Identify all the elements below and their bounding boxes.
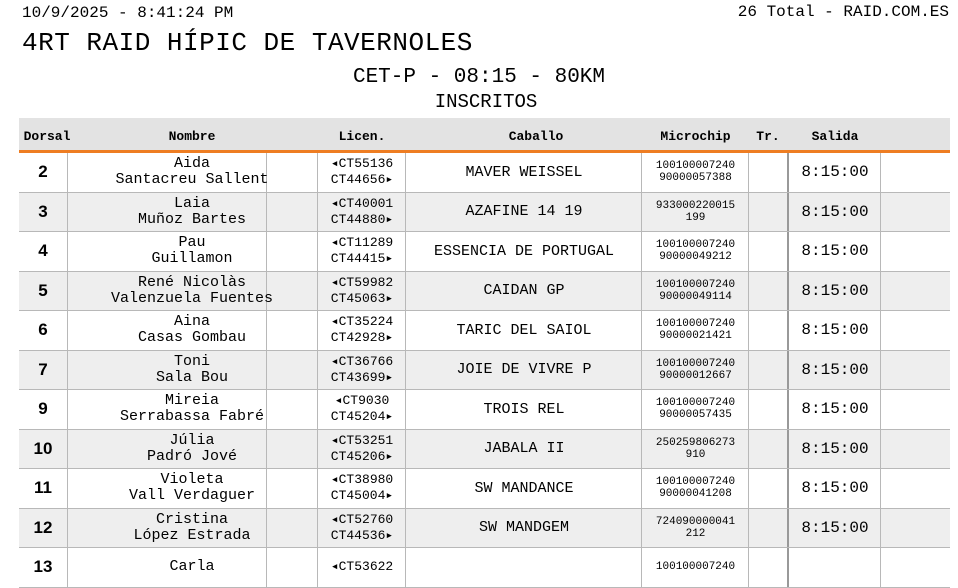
rider-licence: ◂CT53622 — [330, 559, 394, 575]
rider-first-name: Mireia — [164, 392, 219, 410]
horse-licence: CT42928▸ — [330, 330, 394, 346]
microchip-line-2: 90000021421 — [659, 330, 732, 343]
col-salida: Salida — [811, 129, 859, 144]
microchip-line-1: 100100007240 — [655, 318, 736, 331]
category-title: CET-P - 08:15 - 80KM — [352, 66, 606, 89]
microchip-line-1: 100100007240 — [655, 397, 736, 410]
horse-name: TARIC DEL SAIOL — [456, 321, 592, 339]
rider-licence: ◂CT9030 — [334, 393, 390, 409]
table-row — [19, 469, 950, 509]
rider-last-name: Valenzuela Fuentes — [110, 289, 274, 307]
entries-table — [19, 153, 950, 588]
microchip-line-1: 100100007240 — [655, 239, 736, 252]
licence-numbers — [317, 509, 407, 548]
licence-numbers — [317, 311, 407, 350]
dorsal-number: 12 — [33, 517, 53, 537]
microchip — [642, 509, 749, 548]
table-row — [19, 311, 950, 351]
licence-numbers — [317, 548, 407, 587]
table-row — [19, 153, 950, 193]
microchip — [642, 351, 749, 390]
print-datetime: 10/9/2025 - 8:41:24 PM — [22, 4, 234, 22]
table-header — [19, 118, 950, 153]
microchip — [642, 153, 749, 192]
horse-name: AZAFINE 14 19 — [465, 203, 583, 221]
horse-licence: CT45004▸ — [330, 488, 394, 504]
rider-first-name: Pau — [178, 234, 206, 252]
horse-licence: CT43699▸ — [330, 369, 394, 385]
microchip-line-1: 724090000041 — [655, 515, 736, 528]
horse-licence: CT45204▸ — [330, 409, 394, 425]
rider-first-name: Toni — [173, 352, 210, 370]
microchip — [642, 232, 749, 271]
table-row — [19, 390, 950, 430]
microchip-line-2: 199 — [685, 211, 706, 224]
start-time: 8:15:00 — [801, 321, 869, 340]
dorsal-number: 5 — [38, 280, 48, 300]
col-dorsal: Dorsal — [23, 129, 71, 144]
microchip — [642, 548, 749, 587]
start-time: 8:15:00 — [801, 360, 869, 379]
dorsal-number: 13 — [33, 557, 53, 577]
microchip-line-2: 90000057388 — [659, 172, 732, 185]
rider-first-name: René Nicolàs — [137, 273, 247, 291]
list-subtitle: INSCRITOS — [434, 91, 538, 113]
rider-licence: ◂CT38980 — [330, 472, 394, 488]
microchip-line-2: 90000012667 — [659, 369, 732, 382]
microchip — [642, 193, 749, 232]
col-caballo: Caballo — [508, 129, 564, 144]
start-time: 8:15:00 — [801, 202, 869, 221]
start-time: 8:15:00 — [801, 518, 869, 537]
rider-name — [67, 232, 317, 271]
start-time: 8:15:00 — [801, 479, 869, 498]
total-count: 26 Total - RAID.COM.ES — [737, 3, 949, 21]
microchip-line-1: 100100007240 — [655, 278, 736, 291]
microchip-line-2: 90000041208 — [659, 488, 732, 501]
horse-name — [406, 548, 642, 587]
microchip-line-1: 250259806273 — [655, 436, 736, 449]
horse-name: JOIE DE VIVRE P — [456, 361, 592, 379]
licence-numbers — [317, 469, 407, 508]
table-row — [19, 548, 950, 588]
dorsal-number: 10 — [33, 438, 53, 458]
table-row — [19, 509, 950, 549]
table-row — [19, 430, 950, 470]
microchip-line-1: 100100007240 — [655, 476, 736, 489]
rider-name — [67, 351, 317, 390]
dorsal-number: 7 — [38, 359, 48, 379]
microchip — [642, 469, 749, 508]
licence-numbers — [317, 232, 407, 271]
table-row — [19, 351, 950, 391]
licence-numbers — [317, 351, 407, 390]
rider-licence: ◂CT35224 — [330, 314, 394, 330]
rider-name — [67, 509, 317, 548]
start-time: 8:15:00 — [801, 400, 869, 419]
microchip-line-2: 90000049212 — [659, 251, 732, 264]
microchip-line-2: 212 — [685, 527, 706, 540]
rider-licence: ◂CT53251 — [330, 432, 394, 448]
microchip — [642, 272, 749, 311]
rider-name — [67, 469, 317, 508]
table-row — [19, 272, 950, 312]
rider-last-name: Vall Verdaguer — [128, 487, 256, 505]
horse-name: CAIDAN GP — [483, 282, 565, 300]
col-nombre: Nombre — [168, 129, 216, 144]
microchip-line-1: 933000220015 — [655, 199, 736, 212]
dorsal-number: 2 — [38, 162, 48, 182]
rider-name — [67, 311, 317, 350]
rider-last-name: Santacreu Sallent — [115, 171, 269, 189]
dorsal-number: 11 — [34, 478, 52, 498]
rider-last-name: Serrabassa Fabré — [119, 408, 265, 426]
event-title: 4RT RAID HÍPIC DE TAVERNOLES — [22, 28, 473, 58]
horse-licence: CT44656▸ — [330, 172, 394, 188]
rider-last-name: Padró Jové — [146, 447, 237, 465]
col-licen: Licen. — [338, 129, 386, 144]
rider-last-name: Guillamon — [151, 250, 233, 268]
table-row — [19, 193, 950, 233]
horse-licence: CT45206▸ — [330, 448, 394, 464]
microchip-line-1: 100100007240 — [655, 160, 736, 173]
rider-last-name: Casas Gombau — [137, 329, 247, 347]
rider-name — [67, 153, 317, 192]
rider-first-name: Júlia — [169, 431, 215, 449]
horse-licence: CT44415▸ — [330, 251, 394, 267]
microchip — [642, 311, 749, 350]
rider-licence: ◂CT55136 — [330, 156, 394, 172]
rider-name — [67, 272, 317, 311]
microchip — [642, 430, 749, 469]
licence-numbers — [317, 193, 407, 232]
rider-licence: ◂CT52760 — [330, 511, 394, 527]
dorsal-number: 9 — [38, 399, 48, 419]
rider-first-name: Laia — [173, 194, 210, 212]
rider-name — [67, 548, 317, 587]
rider-first-name: Aida — [173, 155, 210, 173]
microchip — [642, 390, 749, 429]
rider-first-name: Cristina — [155, 510, 228, 528]
rider-last-name: López Estrada — [133, 526, 251, 544]
rider-licence: ◂CT36766 — [330, 353, 394, 369]
dorsal-number: 3 — [38, 201, 48, 221]
horse-name: SW MANDANCE — [474, 479, 574, 497]
horse-name: SW MANDGEM — [478, 519, 569, 537]
rider-name — [67, 430, 317, 469]
rider-first-name: Carla — [169, 558, 215, 576]
horse-name: MAVER WEISSEL — [465, 163, 583, 181]
table-row — [19, 232, 950, 272]
start-time — [789, 548, 881, 587]
col-tr: Tr. — [756, 129, 780, 144]
horse-name: TROIS REL — [483, 400, 565, 418]
dorsal-number: 4 — [38, 241, 48, 261]
microchip-line-1: 100100007240 — [655, 357, 736, 370]
start-time: 8:15:00 — [801, 439, 869, 458]
horse-licence: CT44536▸ — [330, 527, 394, 543]
licence-numbers — [317, 272, 407, 311]
rider-last-name: Sala Bou — [155, 368, 228, 386]
licence-numbers — [317, 153, 407, 192]
microchip-line-2: 910 — [685, 448, 706, 461]
microchip-line-2: 90000057435 — [659, 409, 732, 422]
licence-numbers — [317, 430, 407, 469]
rider-name — [67, 390, 317, 429]
rider-licence: ◂CT11289 — [330, 235, 394, 251]
microchip-line-1: 100100007240 — [655, 561, 736, 574]
licence-numbers — [317, 390, 407, 429]
microchip-line-2: 90000049114 — [659, 290, 732, 303]
rider-first-name: Aina — [173, 313, 210, 331]
start-time: 8:15:00 — [801, 242, 869, 261]
horse-name: ESSENCIA DE PORTUGAL — [433, 242, 615, 260]
horse-licence: CT45063▸ — [330, 290, 394, 306]
horse-name: JABALA II — [483, 440, 565, 458]
start-time: 8:15:00 — [801, 281, 869, 300]
dorsal-number: 6 — [38, 320, 48, 340]
start-time: 8:15:00 — [801, 163, 869, 182]
rider-last-name: Muñoz Bartes — [137, 210, 247, 228]
rider-name — [67, 193, 317, 232]
col-microchip: Microchip — [660, 129, 731, 144]
horse-licence: CT44880▸ — [330, 211, 394, 227]
rider-first-name: Violeta — [160, 471, 224, 489]
rider-licence: ◂CT40001 — [330, 195, 394, 211]
rider-licence: ◂CT59982 — [330, 274, 394, 290]
